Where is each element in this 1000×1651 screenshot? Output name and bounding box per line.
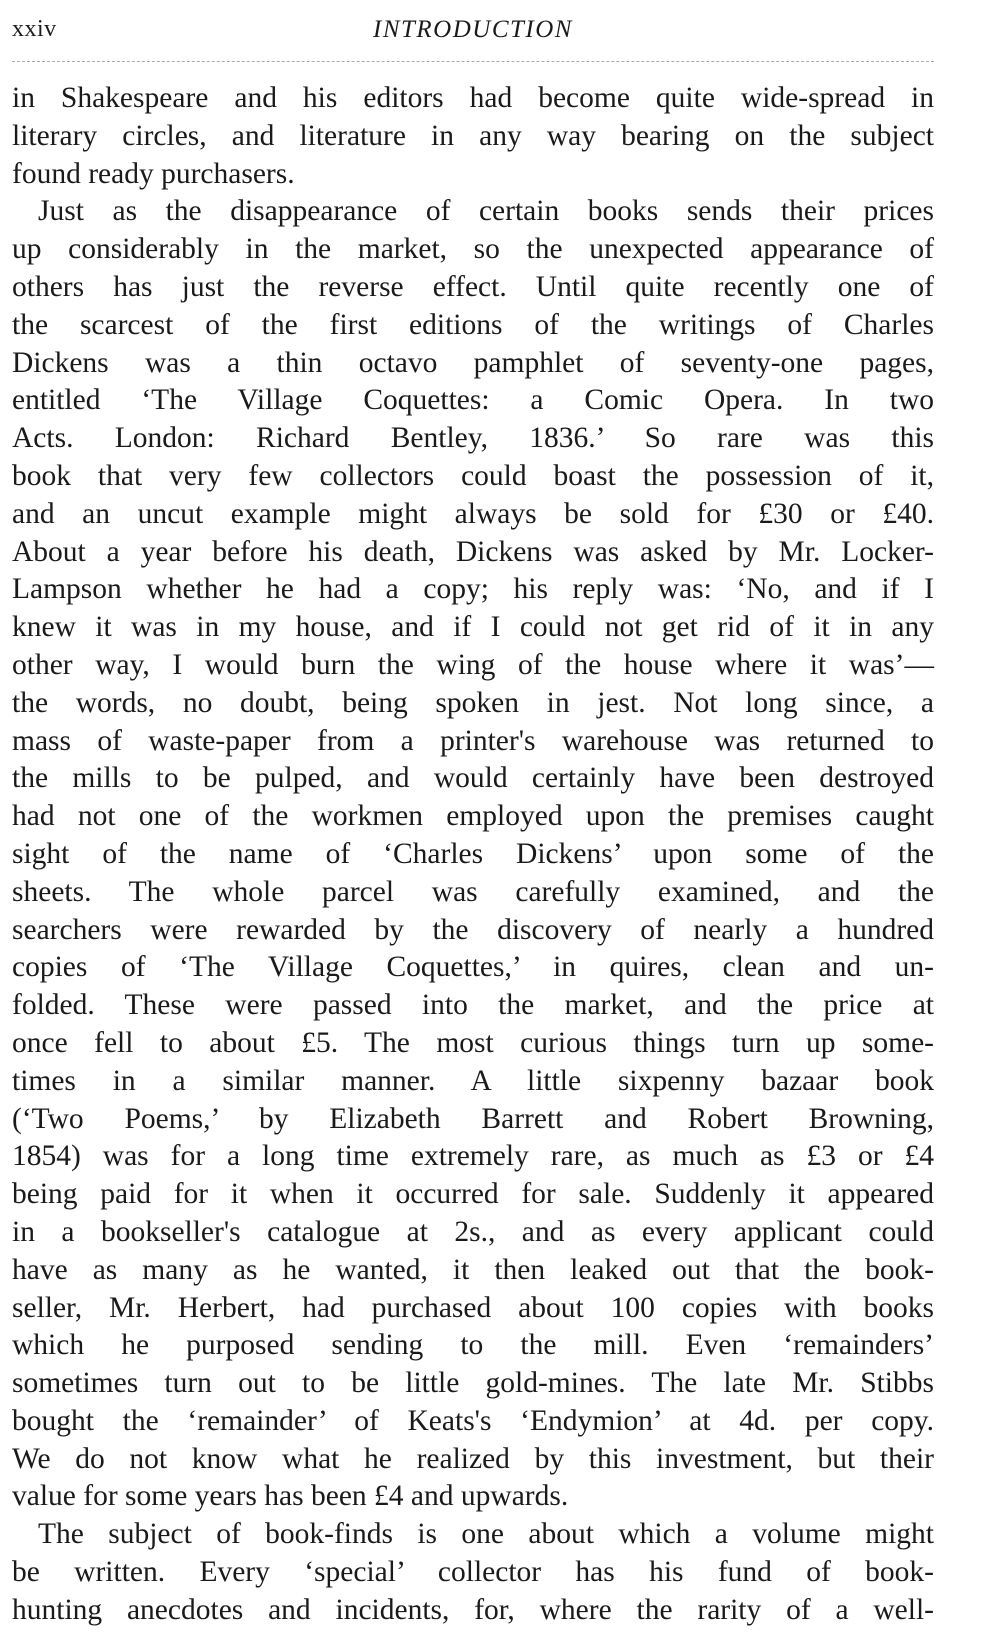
- text-line: folded. These were passed into the market, and the price at: [12, 989, 934, 1022]
- text-line: The subject of book-finds is one about which a volume might: [38, 1518, 934, 1551]
- text-line: book that very few collectors could boast the possession of it,: [12, 459, 934, 492]
- text-line: hunting anecdotes and incidents, for, where the rarity of a well-: [12, 1593, 934, 1626]
- text-line: sheets. The whole parcel was carefully examined, and the: [12, 875, 934, 908]
- text-line: in a bookseller's catalogue at 2s., and as every applicant could: [12, 1215, 934, 1248]
- text-line: the scarcest of the first editions of the writings of Charles: [12, 308, 934, 341]
- body-text: [12, 80, 934, 1630]
- text-line: have as many as he wanted, it then leaked out that the book-: [12, 1253, 934, 1286]
- text-line: About a year before his death, Dickens was asked by Mr. Locker-: [12, 535, 934, 568]
- text-line: times in a similar manner. A little sixpenny bazaar book: [12, 1064, 934, 1097]
- header-rule: [12, 61, 934, 62]
- text-line: Just as the disappearance of certain books sends their prices: [38, 195, 934, 228]
- text-line: found ready purchasers.: [12, 157, 295, 190]
- text-line: value for some years has been £4 and upwards.: [12, 1480, 569, 1513]
- text-line: knew it was in my house, and if I could not get rid of it in any: [12, 611, 934, 644]
- text-line: 1854) was for a long time extremely rare, as much as £3 or £4: [12, 1140, 934, 1173]
- text-line: bought the ‘remainder’ of Keats's ‘Endymion’ at 4d. per copy.: [12, 1404, 934, 1437]
- text-line: sight of the name of ‘Charles Dickens’ upon some of the: [12, 837, 934, 870]
- text-line: be written. Every ‘special’ collector has his fund of book-: [12, 1556, 934, 1589]
- text-line: the words, no doubt, being spoken in jest. Not long since, a: [12, 686, 934, 719]
- text-line: We do not know what he realized by this investment, but their: [12, 1442, 934, 1475]
- text-line: the mills to be pulped, and would certainly have been destroyed: [12, 762, 934, 795]
- page-number: xxiv: [12, 16, 57, 42]
- text-line: entitled ‘The Village Coquettes: a Comic Opera. In two: [12, 384, 934, 417]
- text-line: which he purposed sending to the mill. Even ‘remainders’: [12, 1329, 934, 1362]
- text-line: others has just the reverse effect. Until quite recently one of: [12, 270, 934, 303]
- page-header: [12, 14, 934, 54]
- text-line: and an uncut example might always be sold for £30 or £40.: [12, 497, 934, 530]
- text-line: in Shakespeare and his editors had become quite wide-spread in: [12, 82, 934, 114]
- text-line: other way, I would burn the wing of the house where it was’—: [12, 648, 934, 681]
- text-line: up considerably in the market, so the unexpected appearance of: [12, 233, 934, 266]
- text-line: sometimes turn out to be little gold-mines. The late Mr. Stibbs: [12, 1367, 934, 1400]
- running-title: INTRODUCTION: [373, 16, 573, 43]
- text-line: had not one of the workmen employed upon the premises caught: [12, 800, 934, 833]
- text-line: searchers were rewarded by the discovery of nearly a hundred: [12, 913, 934, 946]
- text-line: being paid for it when it occurred for sale. Suddenly it appeared: [12, 1178, 934, 1211]
- text-line: once fell to about £5. The most curious things turn up some-: [12, 1026, 934, 1059]
- text-line: mass of waste-paper from a printer's warehouse was returned to: [12, 724, 934, 757]
- text-line: (‘Two Poems,’ by Elizabeth Barrett and Robert Browning,: [12, 1102, 934, 1135]
- text-line: Dickens was a thin octavo pamphlet of seventy-one pages,: [12, 346, 934, 379]
- text-line: Acts. London: Richard Bentley, 1836.’ So rare was this: [12, 422, 934, 455]
- text-line: copies of ‘The Village Coquettes,’ in quires, clean and un-: [12, 951, 934, 984]
- text-line: seller, Mr. Herbert, had purchased about 100 copies with books: [12, 1291, 934, 1324]
- text-line: literary circles, and literature in any way bearing on the subject: [12, 119, 934, 152]
- text-line: Lampson whether he had a copy; his reply was: ‘No, and if I: [12, 573, 934, 606]
